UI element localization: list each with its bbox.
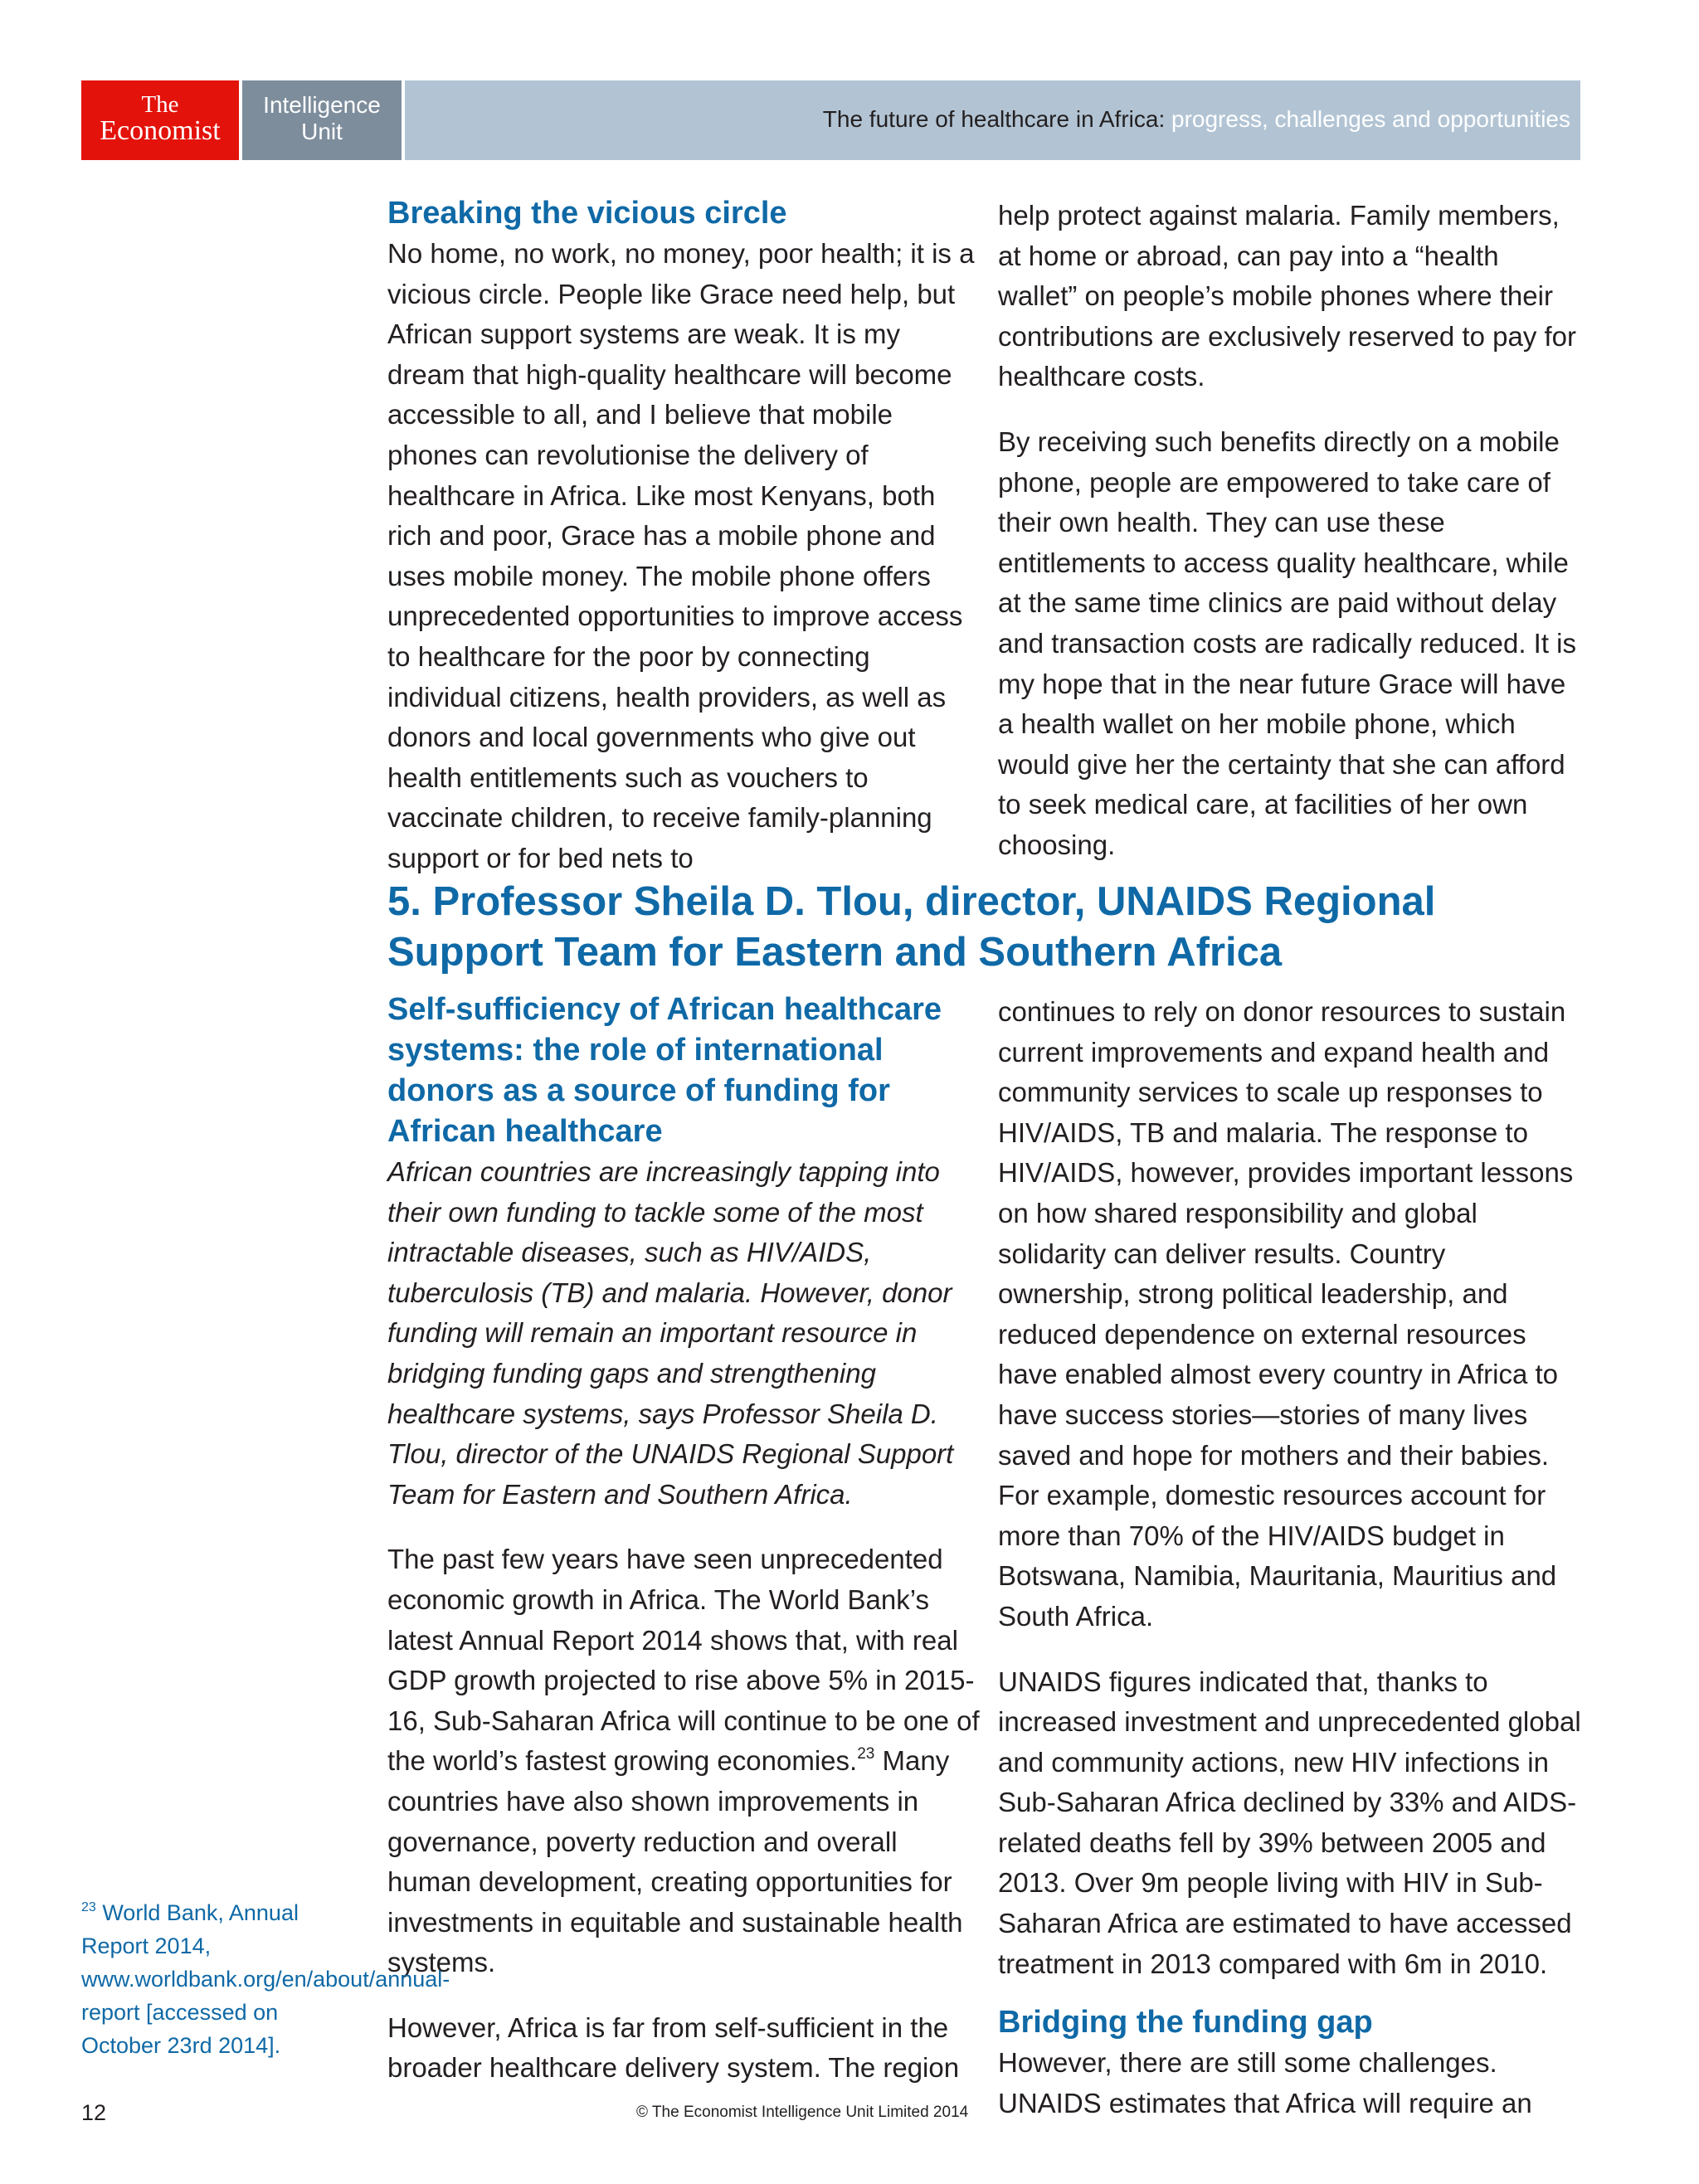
body-text: Many countries have also shown improvements in governance, poverty reduction and overall human development, creating opportunities for investments in equitable and sustainable health systems. bbox=[387, 1745, 963, 1978]
footnote-reference[interactable]: 23 bbox=[857, 1745, 875, 1763]
upper-right-column bbox=[998, 196, 1583, 866]
section-heading: 5. Professor Sheila D. Tlou, director, UNAIDS Regional Support Team for Eastern and Southern Africa bbox=[387, 879, 1436, 975]
body-text: The past few years have seen unprecedented economic growth in Africa. The World Bank’s latest Annual Report 2014 shows that, with real GDP growth projected to rise above 5% in 2015-16, Sub-Saharan Africa will continue to be one of the world’s fastest growing economies. bbox=[387, 1544, 980, 1777]
subheading-funding-gap: Bridging the funding gap bbox=[998, 2005, 1373, 2041]
footnote-text: World Bank, Annual Report 2014, www.worldbank.org/en/about/annual-report [accessed on October 23rd 2014]. bbox=[81, 1900, 450, 2058]
subheading-self-sufficiency: Self-sufficiency of African healthcare systems: the role of international donors as a source of funding for African healthcare bbox=[387, 992, 942, 1149]
upper-left-column bbox=[387, 193, 985, 879]
body-paragraph: By receiving such benefits directly on a mobile phone, people are empowered to take care of their own health. They can use these entitlements to access quality healthcare, while at the same time clinics are paid without delay and transaction costs are radically reduced. It is my hope that in the near future Grace will have a health wallet on her mobile phone, which would give her the certainty that she can afford to seek medical care, at facilities of her own choosing. bbox=[998, 426, 1577, 860]
lower-left-column bbox=[387, 990, 985, 2089]
body-paragraph: help protect against malaria. Family members, at home or abroad, can pay into a “health wallet” on people’s mobile phones where their contributions are exclusively reserved to pay for healthcare costs. bbox=[998, 200, 1576, 392]
logo-line-1: The bbox=[141, 91, 179, 118]
body-paragraph: continues to rely on donor resources to sustain current improvements and expand health and community services to scale up responses to HIV/AIDS, TB and malaria. The response to HIV/AIDS, however, provides important lessons on how shared responsibility and global solidarity can deliver results. Country ownership, strong political leadership, and reduced dependence on external resources have enabled almost every country in Africa to have success stories—stories of many lives saved and hope for mothers and their babies. For example, domestic resources account for more than 70% of the HIV/AIDS budget in Botswana, Namibia, Mauritania, Mauritius and South Africa. bbox=[998, 996, 1574, 1632]
intro-paragraph: African countries are increasingly tapping into their own funding to tackle some of the most intractable diseases, such as HIV/AIDS, tuberculosis (TB) and malaria. However, donor funding will remain an important resource in bridging funding gaps and strengthening healthcare systems, says Professor Sheila D. Tlou, director of the UNAIDS Regional Support Team for Eastern and Southern Africa. bbox=[387, 1156, 954, 1510]
logo-line-2: Economist bbox=[100, 115, 221, 146]
intelligence-unit-logo bbox=[242, 80, 402, 160]
body-paragraph: No home, no work, no money, poor health; it is a vicious circle. People like Grace need help, but African support systems are weak. It is my dream that high-quality healthcare will become accessible to all, and I believe that mobile phones can revolutionise the delivery of healthcare in Africa. Like most Kenyans, both rich and poor, Grace has a mobile phone and uses mobile money. The mobile phone offers unprecedented opportunities to improve access to healthcare for the poor by connecting individual citizens, health providers, as well as donors and local governments who give out health entitlements such as vouchers to vaccinate children, to receive family-planning support or for bed nets to bbox=[387, 238, 975, 873]
body-paragraph: UNAIDS figures indicated that, thanks to increased investment and unprecedented global and community actions, new HIV infections in Sub-Saharan Africa declined by 33% and AIDS-related deaths fell by 39% between 2005 and 2013. Over 9m people living with HIV in Sub-Saharan Africa are estimated to have accessed treatment in 2013 compared with 6m in 2010. bbox=[998, 1666, 1581, 1979]
header-bar bbox=[81, 80, 1580, 160]
unit-line-2: Unit bbox=[301, 119, 343, 144]
lower-right-column bbox=[998, 992, 1583, 2123]
report-title bbox=[823, 105, 1570, 134]
report-title-subtitle: progress, challenges and opportunities bbox=[1171, 106, 1570, 132]
report-title-main: The future of healthcare in Africa: bbox=[822, 106, 1166, 132]
body-paragraph: However, Africa is far from self-sufficient in the broader healthcare delivery system. The region bbox=[387, 2011, 960, 2084]
economist-logo bbox=[81, 80, 239, 160]
subheading-vicious-circle: Breaking the vicious circle bbox=[387, 196, 787, 231]
body-paragraph bbox=[387, 1540, 985, 1983]
report-title-band bbox=[405, 80, 1580, 160]
footnote bbox=[81, 1896, 450, 2062]
page-number: 12 bbox=[81, 2100, 107, 2125]
copyright-notice: © The Economist Intelligence Unit Limited 2014 bbox=[636, 2104, 969, 2121]
body-paragraph: However, there are still some challenges. UNAIDS estimates that Africa will require an bbox=[998, 2047, 1532, 2118]
unit-line-1: Intelligence bbox=[263, 92, 381, 118]
footnote-number: 23 bbox=[81, 1900, 96, 1914]
